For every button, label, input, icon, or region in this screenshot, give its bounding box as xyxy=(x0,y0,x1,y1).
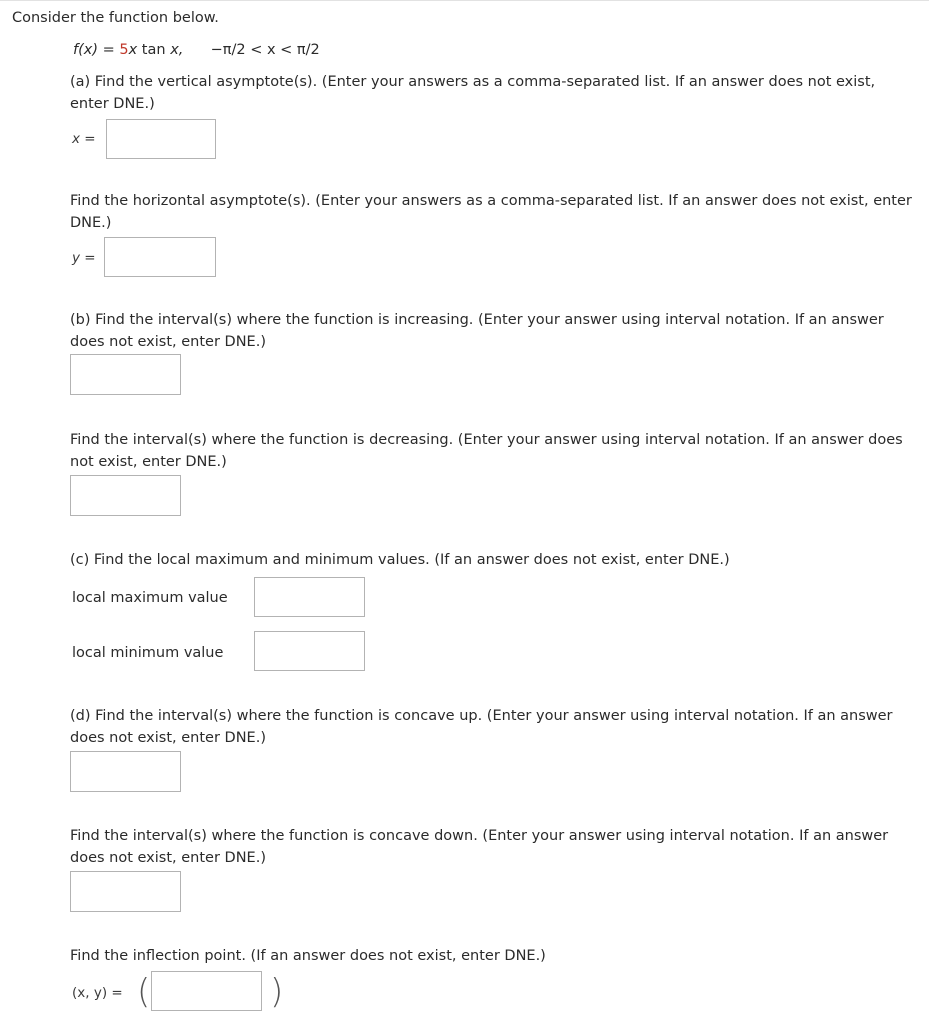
inflection-close-paren: ) xyxy=(270,972,284,1012)
local-min-input[interactable] xyxy=(254,631,365,671)
vertical-asymptote-label: x = xyxy=(72,131,96,147)
equals-sign: = xyxy=(98,42,120,58)
question-increasing: (b) Find the interval(s) where the function is increasing. (Enter your answer using interval notation. If an answer does not exist, enter DNE.) xyxy=(70,312,884,350)
question-concave-down: Find the interval(s) where the function is concave down. (Enter your answer using interval notation. If an answer does not exist, enter DNE.) xyxy=(70,828,889,866)
function-definition xyxy=(73,42,320,58)
local-max-label: local maximum value xyxy=(72,590,228,606)
question-concave-up: (d) Find the interval(s) where the function is concave up. (Enter your answer using interval notation. If an answer does not exist, enter DNE.) xyxy=(70,708,893,746)
concave-up-input[interactable] xyxy=(70,751,181,792)
question-horizontal-asymptote: Find the horizontal asymptote(s). (Enter your answers as a comma-separated list. If an answer does not exist, enter DNE.) xyxy=(70,193,912,231)
question-inflection-point: Find the inflection point. (If an answer does not exist, enter DNE.) xyxy=(70,948,546,964)
inflection-point-label: (x, y) = xyxy=(72,985,123,1001)
question-vertical-asymptote: (a) Find the vertical asymptote(s). (Enter your answers as a comma-separated list. If an answer does not exist, enter DNE.) xyxy=(70,74,876,112)
inflection-point-input[interactable] xyxy=(151,971,262,1011)
local-min-label: local minimum value xyxy=(72,645,224,661)
vertical-asymptote-input[interactable] xyxy=(106,119,216,159)
local-max-input[interactable] xyxy=(254,577,365,617)
intro-text: Consider the function below. xyxy=(12,10,219,26)
function-domain: −π/2 < x < π/2 xyxy=(210,42,320,58)
question-decreasing: Find the interval(s) where the function is decreasing. (Enter your answer using interval notation. If an answer does not exist, enter DNE.) xyxy=(70,432,903,470)
function-tan: tan xyxy=(137,42,171,58)
function-variable: x xyxy=(128,42,138,58)
concave-down-input[interactable] xyxy=(70,871,181,912)
horizontal-asymptote-input[interactable] xyxy=(104,237,216,277)
function-name: f(x) xyxy=(73,42,98,58)
top-divider xyxy=(0,0,929,1)
increasing-interval-input[interactable] xyxy=(70,354,181,395)
inflection-open-paren: ( xyxy=(137,972,151,1012)
function-coefficient: 5 xyxy=(119,42,129,58)
function-variable-2: x, xyxy=(170,42,184,58)
decreasing-interval-input[interactable] xyxy=(70,475,181,516)
question-local-extrema: (c) Find the local maximum and minimum values. (If an answer does not exist, enter DNE.) xyxy=(70,552,730,568)
horizontal-asymptote-label: y = xyxy=(72,250,96,266)
